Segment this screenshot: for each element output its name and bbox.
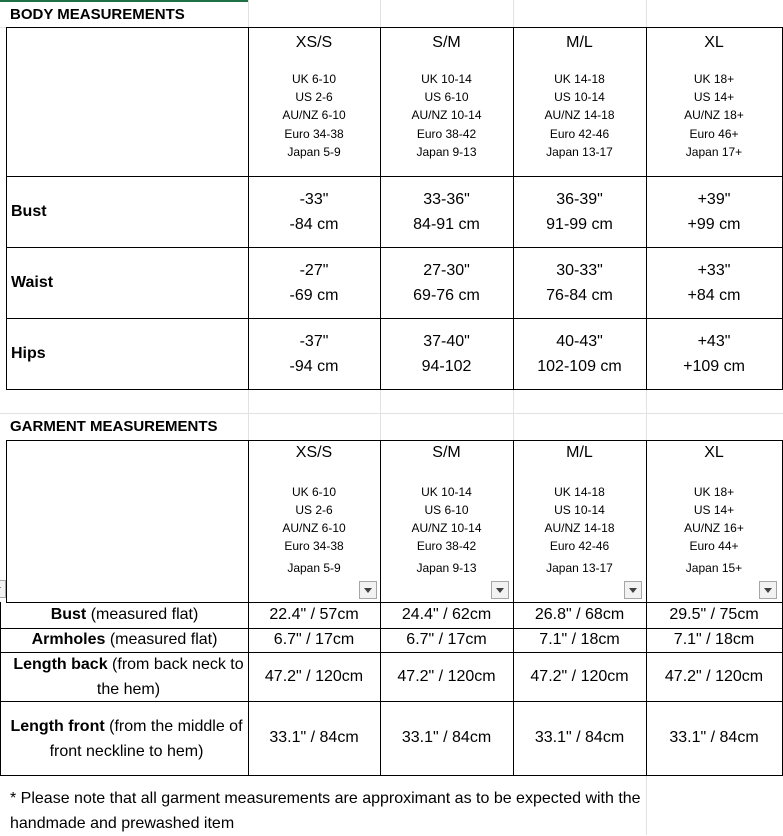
conversion-line: UK 18+	[693, 485, 735, 499]
size-conversions	[248, 70, 380, 161]
size-name: XL	[704, 444, 724, 461]
conversion-line: AU/NZ 14-18	[544, 521, 615, 535]
row-label-detail: (from the middle of front neckline to hem)	[49, 718, 243, 760]
conversion-line: US 10-14	[554, 503, 605, 517]
garment-header-size-xl[interactable]	[646, 440, 783, 603]
conversion-line: AU/NZ 18+	[684, 108, 744, 123]
row-label-length-front	[7, 715, 246, 764]
value-cm: 102-109 cm	[537, 358, 622, 375]
conversion-line: UK 14-18	[554, 485, 605, 499]
row-label-bust	[1, 603, 248, 628]
garment-header-size-s-m[interactable]	[380, 440, 514, 603]
garment-value-cell[interactable]	[513, 628, 647, 653]
filter-dropdown-icon[interactable]	[0, 580, 6, 598]
conversion-line: US 6-10	[424, 90, 469, 105]
row-label-bust: Bust	[11, 203, 47, 220]
conversion-line: US 14+	[693, 90, 735, 105]
conversion-line: UK 6-10	[291, 72, 337, 86]
conversion-line: AU/NZ 6-10	[282, 108, 346, 123]
size-name: M/L	[566, 34, 593, 51]
garment-value-cell[interactable]	[513, 701, 647, 776]
garment-value: 7.1" / 18cm	[539, 631, 620, 648]
garment-value: 47.2" / 120cm	[664, 668, 764, 685]
garment-value-cell[interactable]	[646, 628, 783, 653]
conversion-line: Euro 44+	[689, 539, 739, 553]
value-inches: -37"	[299, 333, 329, 350]
value-cm: 76-84 cm	[546, 287, 613, 304]
value-inches: +43"	[697, 333, 731, 350]
body-value-cell[interactable]	[248, 318, 381, 390]
conversion-line: UK 10-14	[421, 72, 472, 86]
conversion-line: AU/NZ 10-14	[411, 108, 482, 123]
garment-value-cell[interactable]	[248, 628, 381, 653]
garment-value: 47.2" / 120cm	[397, 668, 496, 685]
selected-cell-indicator	[0, 0, 248, 2]
garment-row-label-cell[interactable]	[0, 701, 249, 776]
size-name: XL	[704, 34, 724, 51]
body-row-label-cell[interactable]	[6, 176, 249, 248]
size-conversions	[380, 70, 513, 161]
garment-value-cell[interactable]	[248, 701, 381, 776]
garment-row-label-cell[interactable]	[0, 602, 249, 629]
garment-header-size-xs-s[interactable]	[248, 440, 381, 603]
garment-value-cell[interactable]	[248, 652, 381, 702]
garment-value: 7.1" / 18cm	[673, 631, 755, 648]
conversion-line: Euro 38-42	[416, 539, 477, 553]
body-value-cell[interactable]	[380, 176, 514, 248]
value-inches: 30-33"	[556, 262, 603, 279]
body-value-cell[interactable]	[646, 176, 783, 248]
value-inches: -27"	[299, 262, 329, 279]
value-cm: 69-76 cm	[413, 287, 480, 304]
garment-value: 47.2" / 120cm	[530, 668, 629, 685]
value-cm: -69 cm	[289, 287, 339, 304]
size-conversions	[513, 70, 646, 161]
filter-dropdown-icon[interactable]	[491, 581, 509, 599]
value-inches: 37-40"	[423, 333, 470, 350]
body-value-cell[interactable]	[380, 318, 514, 390]
conversion-line: US 6-10	[424, 503, 469, 517]
garment-value-cell[interactable]	[646, 701, 783, 776]
value-cm: 84-91 cm	[413, 216, 480, 233]
value-inches: 33-36"	[423, 191, 470, 208]
gridline	[380, 389, 381, 441]
value-inches: +39"	[697, 191, 731, 208]
gridline	[513, 0, 514, 28]
conversion-line: Euro 38-42	[416, 126, 477, 141]
body-header-size-xl[interactable]	[646, 27, 783, 177]
row-label-waist: Waist	[11, 274, 54, 291]
size-name: S/M	[432, 34, 461, 51]
gridline	[513, 389, 514, 441]
body-value-cell[interactable]	[646, 247, 783, 319]
conversion-line: UK 14-18	[554, 72, 605, 86]
row-label-bold: Length front	[10, 718, 105, 735]
size-conversions	[248, 483, 380, 555]
row-label-hips: Hips	[11, 345, 46, 362]
size-name: XS/S	[295, 444, 333, 461]
garment-value: 33.1" / 84cm	[401, 729, 492, 746]
body-value-cell[interactable]	[513, 318, 647, 390]
body-row-label-cell[interactable]	[6, 318, 249, 390]
body-header-size-m-l[interactable]	[513, 27, 647, 177]
value-inches: 36-39"	[556, 191, 603, 208]
value-inches: -33"	[299, 191, 329, 208]
conversion-line: Japan 17+	[685, 144, 743, 159]
garment-value: 24.4" / 62cm	[401, 606, 492, 623]
value-cm: +109 cm	[683, 358, 745, 375]
size-conversions	[513, 483, 646, 555]
conversion-line: US 2-6	[295, 503, 333, 517]
size-name: S/M	[432, 444, 461, 461]
gridline	[380, 0, 381, 28]
row-label-detail: (measured flat)	[86, 606, 199, 623]
conversion-line: AU/NZ 10-14	[411, 521, 482, 535]
garment-value-cell[interactable]	[646, 652, 783, 702]
body-value-cell[interactable]	[248, 176, 381, 248]
size-conversion-japan: Japan 9-13	[416, 561, 477, 575]
body-value-cell[interactable]	[513, 247, 647, 319]
conversion-line: AU/NZ 16+	[684, 521, 744, 535]
size-conversion-japan: Japan 13-17	[546, 561, 613, 575]
garment-value-cell[interactable]	[513, 652, 647, 702]
conversion-line: Euro 42-46	[549, 126, 610, 141]
garment-row-label-cell[interactable]	[0, 652, 249, 702]
garment-value-cell[interactable]	[380, 628, 514, 653]
garment-value-cell[interactable]	[380, 602, 514, 629]
body-header-size-s-m[interactable]	[380, 27, 514, 177]
body-row-label-cell[interactable]	[6, 247, 249, 319]
garment-value: 6.7" / 17cm	[273, 631, 355, 648]
value-cm: +84 cm	[687, 287, 741, 304]
conversion-line: Euro 34-38	[284, 539, 344, 553]
gridline	[248, 389, 249, 441]
conversion-line: AU/NZ 14-18	[544, 108, 615, 123]
filter-dropdown-icon[interactable]	[759, 581, 777, 599]
value-inches: 40-43"	[556, 333, 603, 350]
size-conversions	[380, 483, 513, 555]
garment-row-label-cell[interactable]	[0, 628, 249, 653]
size-conversions	[646, 483, 782, 555]
body-value-cell[interactable]	[646, 318, 783, 390]
garment-value: 33.1" / 84cm	[269, 729, 359, 746]
conversion-line: Euro 42-46	[549, 539, 610, 553]
garment-value: 47.2" / 120cm	[264, 668, 364, 685]
value-cm: -84 cm	[289, 216, 339, 233]
conversion-line: UK 18+	[693, 72, 735, 86]
conversion-line: UK 10-14	[421, 485, 472, 499]
body-header-blank-cell[interactable]	[6, 27, 249, 177]
body-value-cell[interactable]	[380, 247, 514, 319]
garment-header-blank-cell[interactable]	[6, 440, 249, 603]
filter-dropdown-icon[interactable]	[359, 581, 377, 599]
conversion-line: Euro 46+	[689, 126, 739, 141]
row-label-detail: (from back neck to the hem)	[96, 656, 244, 698]
row-label-detail: (measured flat)	[105, 631, 218, 648]
size-name: XS/S	[295, 34, 333, 51]
gridline	[646, 389, 647, 441]
garment-value-cell[interactable]	[380, 701, 514, 776]
garment-value: 29.5" / 75cm	[669, 606, 759, 623]
gridline	[248, 0, 249, 28]
row-label-bold: Bust	[50, 606, 87, 623]
row-label-length-back	[11, 653, 246, 702]
body-value-cell[interactable]	[513, 176, 647, 248]
body-header-size-xs-s[interactable]	[248, 27, 381, 177]
size-conversion-japan: Japan 5-9	[287, 561, 341, 575]
size-conversions	[646, 70, 782, 161]
garment-value: 6.7" / 17cm	[406, 631, 487, 648]
value-cm: +99 cm	[687, 216, 741, 233]
conversion-line: US 14+	[693, 503, 735, 517]
value-cm: 94-102	[421, 358, 472, 375]
garment-header-size-m-l[interactable]	[513, 440, 647, 603]
value-inches: 27-30"	[423, 262, 470, 279]
garment-value: 33.1" / 84cm	[669, 729, 759, 746]
row-label-armholes	[1, 628, 248, 653]
filter-dropdown-icon[interactable]	[624, 581, 642, 599]
size-name: M/L	[566, 444, 593, 461]
garment-value-cell[interactable]	[646, 602, 783, 629]
row-label-bold: Length back	[13, 656, 108, 673]
garment-value: 33.1" / 84cm	[534, 729, 625, 746]
row-label-bold: Armholes	[31, 631, 106, 648]
conversion-line: AU/NZ 6-10	[282, 521, 346, 535]
garment-value-cell[interactable]	[380, 652, 514, 702]
body-value-cell[interactable]	[248, 247, 381, 319]
value-cm: 91-99 cm	[546, 216, 613, 233]
conversion-line: US 10-14	[554, 90, 605, 105]
conversion-line: US 2-6	[295, 90, 333, 105]
garment-value: 22.4" / 57cm	[269, 606, 359, 623]
value-cm: -94 cm	[289, 358, 339, 375]
conversion-line: Japan 13-17	[546, 144, 613, 159]
conversion-line: Japan 5-9	[287, 144, 341, 159]
conversion-line: Japan 9-13	[416, 144, 477, 159]
value-inches: +33"	[697, 262, 731, 279]
body-measurements-title: BODY MEASUREMENTS	[10, 6, 185, 23]
size-conversion-japan: Japan 15+	[685, 561, 743, 575]
garment-measurements-title: GARMENT MEASUREMENTS	[10, 418, 218, 435]
garment-value-cell[interactable]	[513, 602, 647, 629]
conversion-line: Euro 34-38	[284, 126, 344, 141]
garment-value: 26.8" / 68cm	[534, 606, 625, 623]
measurement-note[interactable]: * Please note that all garment measurements are approximant as to be expected with the handmade and prewashed item	[10, 790, 641, 832]
garment-value-cell[interactable]	[248, 602, 381, 629]
gridline	[646, 0, 647, 28]
conversion-line: UK 6-10	[291, 485, 337, 499]
gridline	[0, 413, 783, 414]
